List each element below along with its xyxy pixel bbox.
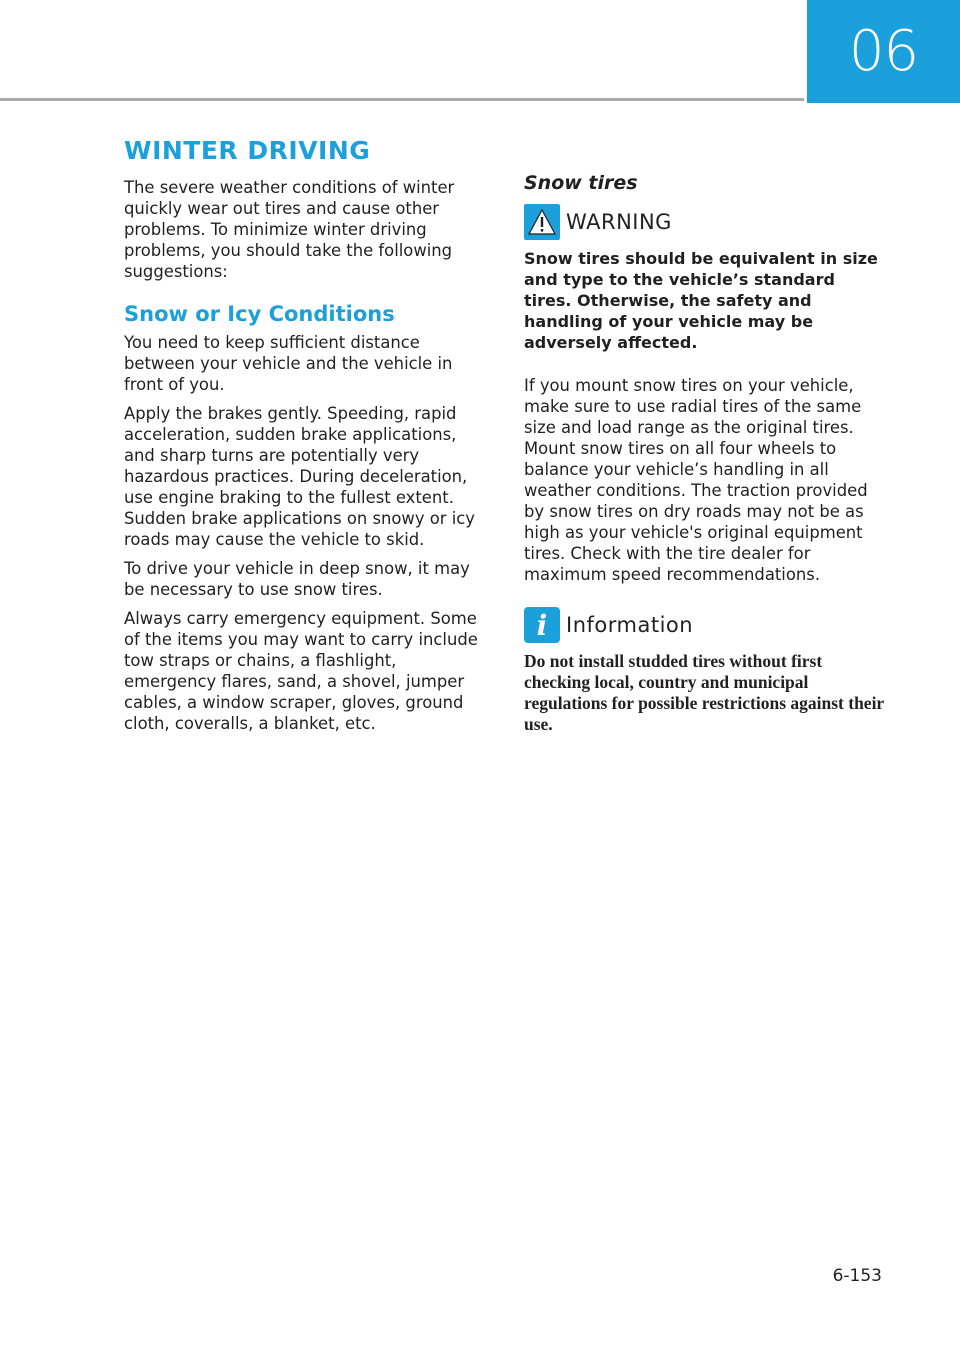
snow-tires-heading: Snow tires bbox=[524, 172, 638, 194]
body-paragraph: To drive your vehicle in deep snow, it may be necessary to use snow tires. bbox=[124, 559, 470, 599]
snow-tires-body: If you mount snow tires on your vehicle, make sure to use radial tires of the same size and load range as the original tires. Mount snow tires on all four wheels to balance your vehicle’s handling in all weather conditions. The traction provided by snow tires on dry roads may not be as high as your vehicle's original equipment tires. Check with the tire dealer for maximum speed recommendations. bbox=[524, 376, 868, 584]
subsection-title: Snow or Icy Conditions bbox=[124, 302, 395, 326]
chapter-tab: 06 bbox=[807, 0, 960, 103]
right-column bbox=[524, 172, 886, 735]
warning-text: Snow tires should be equivalent in size and type to the vehicle’s standard tires. Otherwise, the safety and handling of your vehicle may be adversely affected. bbox=[524, 249, 878, 352]
header-rule bbox=[0, 98, 804, 101]
body-paragraph: Always carry emergency equipment. Some of the items you may want to carry include tow straps or chains, a flashlight, emergency flares, sand, a shovel, jumper cables, a window scraper, gloves, ground cloth, coveralls, a blanket, etc. bbox=[124, 609, 478, 733]
body-paragraph: You need to keep sufficient distance between your vehicle and the vehicle in front of you. bbox=[124, 333, 453, 394]
section-title: WINTER DRIVING bbox=[124, 136, 371, 165]
info-icon: i bbox=[524, 607, 560, 643]
warning-triangle-icon bbox=[524, 204, 560, 240]
body-paragraph: Apply the brakes gently. Speeding, rapid acceleration, sudden brake applications, and sharp turns are potentially very hazardous practices. During deceleration, use engine braking to the fullest extent. Sudden brake applications on snowy or icy roads may cause the vehicle to skid. bbox=[124, 404, 475, 549]
warning-title: WARNING bbox=[566, 210, 672, 234]
intro-paragraph: The severe weather conditions of winter quickly wear out tires and cause other problems. To minimize winter driving problems, you should take the following suggestions: bbox=[124, 178, 455, 281]
left-column bbox=[124, 136, 486, 742]
information-text: Do not install studded tires without first checking local, country and municipal regulations for possible restrictions against their use. bbox=[524, 651, 884, 734]
warning-header bbox=[524, 204, 886, 240]
information-title: Information bbox=[566, 613, 694, 637]
information-header bbox=[524, 607, 886, 643]
page-number: 6-153 bbox=[832, 1266, 882, 1286]
